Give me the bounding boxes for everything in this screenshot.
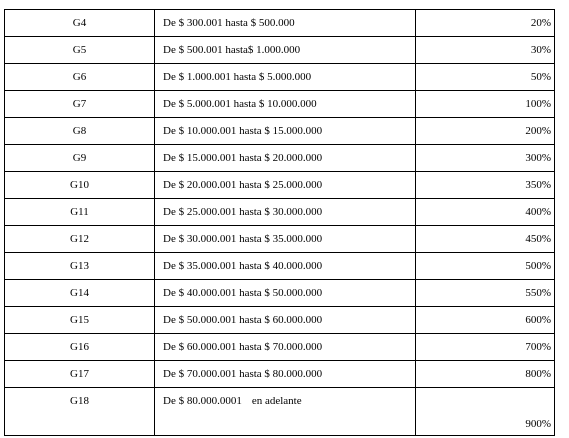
group-code-cell: G18 — [5, 388, 155, 436]
table-row — [5, 199, 555, 226]
rate-table-body — [5, 10, 555, 436]
percentage-cell: 800% — [416, 361, 555, 388]
amount-range-cell — [155, 388, 416, 436]
amount-range-cell: De $ 35.000.001 hasta $ 40.000.000 — [155, 253, 416, 280]
group-code-cell: G14 — [5, 280, 155, 307]
table-row — [5, 388, 555, 436]
group-code-cell: G15 — [5, 307, 155, 334]
percentage-cell: 700% — [416, 334, 555, 361]
amount-range-cell: De $ 15.000.001 hasta $ 20.000.000 — [155, 145, 416, 172]
percentage-cell: 300% — [416, 145, 555, 172]
amount-range-cell: De $ 70.000.001 hasta $ 80.000.000 — [155, 361, 416, 388]
table-row — [5, 145, 555, 172]
amount-range-cell: De $ 25.000.001 hasta $ 30.000.000 — [155, 199, 416, 226]
amount-range-cell: De $ 300.001 hasta $ 500.000 — [155, 10, 416, 37]
table-row — [5, 118, 555, 145]
amount-range-cell: De $ 500.001 hasta$ 1.000.000 — [155, 37, 416, 64]
table-row — [5, 226, 555, 253]
table-row — [5, 253, 555, 280]
amount-range-text: De $ 80.000.0001 — [163, 395, 242, 407]
table-row — [5, 172, 555, 199]
group-code-cell: G13 — [5, 253, 155, 280]
amount-range-cell: De $ 30.000.001 hasta $ 35.000.000 — [155, 226, 416, 253]
group-code-cell: G12 — [5, 226, 155, 253]
group-code-cell: G17 — [5, 361, 155, 388]
amount-range-cell: De $ 60.000.001 hasta $ 70.000.000 — [155, 334, 416, 361]
percentage-cell: 20% — [416, 10, 555, 37]
percentage-cell: 100% — [416, 91, 555, 118]
table-row — [5, 91, 555, 118]
amount-range-cell: De $ 40.000.001 hasta $ 50.000.000 — [155, 280, 416, 307]
percentage-cell: 400% — [416, 199, 555, 226]
amount-range-cell: De $ 10.000.001 hasta $ 15.000.000 — [155, 118, 416, 145]
percentage-cell: 550% — [416, 280, 555, 307]
amount-range-suffix: en adelante — [251, 395, 302, 407]
table-row — [5, 361, 555, 388]
group-code-cell: G4 — [5, 10, 155, 37]
amount-range-cell: De $ 50.000.001 hasta $ 60.000.000 — [155, 307, 416, 334]
percentage-cell: 350% — [416, 172, 555, 199]
amount-range-cell: De $ 1.000.001 hasta $ 5.000.000 — [155, 64, 416, 91]
group-code-cell: G5 — [5, 37, 155, 64]
percentage-cell: 900% — [416, 388, 555, 436]
table-row — [5, 280, 555, 307]
amount-range-cell: De $ 20.000.001 hasta $ 25.000.000 — [155, 172, 416, 199]
percentage-cell: 600% — [416, 307, 555, 334]
rate-table — [4, 9, 555, 436]
group-code-cell: G8 — [5, 118, 155, 145]
group-code-cell: G7 — [5, 91, 155, 118]
table-row — [5, 37, 555, 64]
amount-range-cell: De $ 5.000.001 hasta $ 10.000.000 — [155, 91, 416, 118]
table-row — [5, 10, 555, 37]
percentage-cell: 30% — [416, 37, 555, 64]
percentage-cell: 200% — [416, 118, 555, 145]
percentage-cell: 500% — [416, 253, 555, 280]
group-code-cell: G6 — [5, 64, 155, 91]
group-code-cell: G9 — [5, 145, 155, 172]
group-code-cell: G10 — [5, 172, 155, 199]
table-row — [5, 334, 555, 361]
group-code-cell: G11 — [5, 199, 155, 226]
percentage-cell: 450% — [416, 226, 555, 253]
table-row — [5, 307, 555, 334]
percentage-cell: 50% — [416, 64, 555, 91]
group-code-cell: G16 — [5, 334, 155, 361]
table-row — [5, 64, 555, 91]
